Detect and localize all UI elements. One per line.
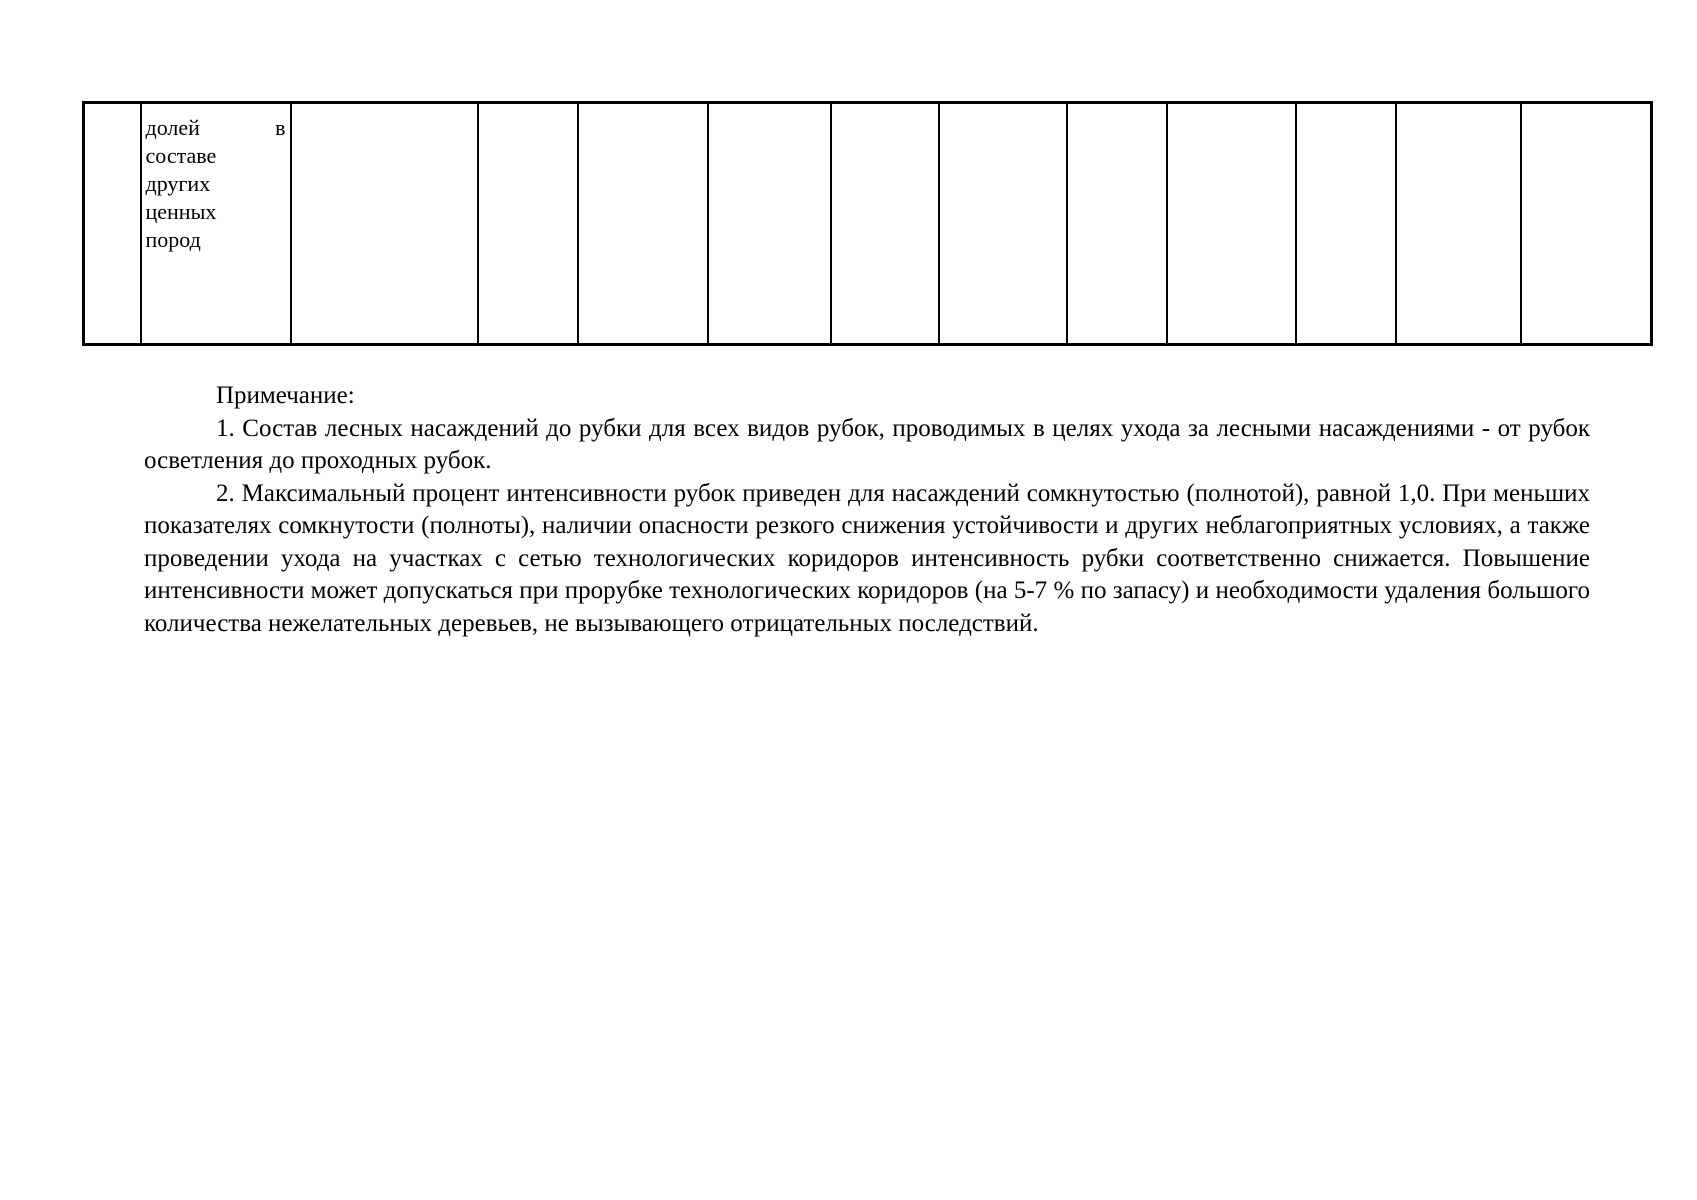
row-label-word: составе xyxy=(145,143,217,168)
table-cell xyxy=(708,103,831,345)
data-table xyxy=(82,101,1653,346)
row-label-word: в xyxy=(275,115,286,140)
row-label-word: пород xyxy=(145,227,201,252)
notes-section xyxy=(144,380,1590,640)
table-cell xyxy=(831,103,939,345)
table-cell-number xyxy=(84,103,141,345)
table-cell xyxy=(1067,103,1167,345)
table-cell xyxy=(1167,103,1296,345)
table-cell-row-label xyxy=(141,103,291,345)
row-label-word: долей xyxy=(145,115,200,140)
table-cell xyxy=(291,103,478,345)
note-item-2: 2. Максимальный процент интенсивности рубок приведен для насаждений сомкнутостью (полнотой), равной 1,0. При меньших показателях сомкнутости (полноты), наличии опасности резкого снижения устойчивости и других неблагоприятных условиях, а также проведении ухода на участках с сетью технологических коридоров интенсивность рубки соответственно снижается. Повышение интенсивности может допускаться при прорубке технологических коридоров (на 5-7 % по запасу) и необходимости удаления большого количества нежелательных деревьев, не вызывающего отрицательных последствий. xyxy=(144,479,1590,637)
table-cell xyxy=(1521,103,1652,345)
table-cell xyxy=(578,103,708,345)
row-label-word: других xyxy=(145,171,211,196)
notes-heading: Примечание: xyxy=(216,382,355,409)
row-label-word: ценных xyxy=(145,199,217,224)
note-item-1: 1. Состав лесных насаждений до рубки для всех видов рубок, проводимых в целях ухода за лесными насаждениями - от рубок осветления до проходных рубок. xyxy=(144,414,1590,474)
table-cell xyxy=(478,103,578,345)
table-cell xyxy=(939,103,1067,345)
table-row xyxy=(84,103,1652,345)
table-cell xyxy=(1396,103,1521,345)
table-cell xyxy=(1296,103,1396,345)
